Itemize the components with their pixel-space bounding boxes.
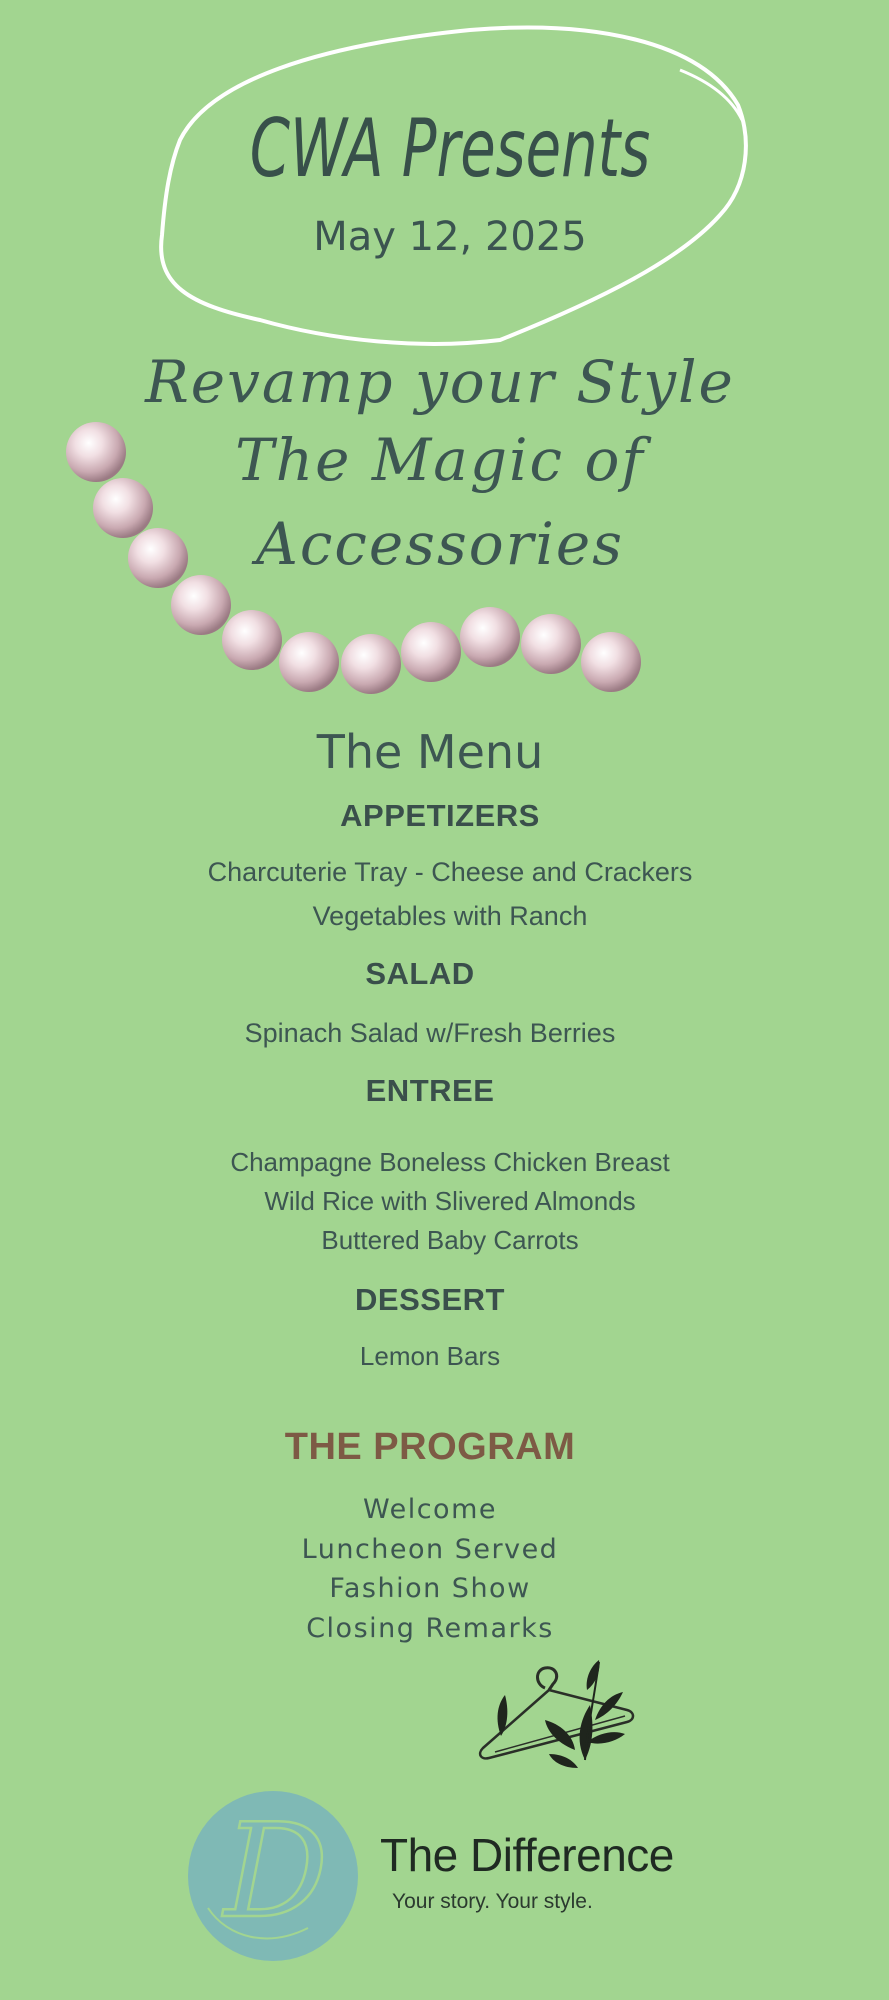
menu-item: Spinach Salad w/Fresh Berries — [244, 1018, 616, 1048]
menu-item: Vegetables with Ranch — [312, 901, 588, 931]
menu-item: Champagne Boneless Chicken Breast — [230, 1147, 670, 1177]
title-line-1: Revamp your Style — [145, 348, 735, 416]
brand-tagline: Your story. Your style. — [392, 1890, 593, 1913]
monogram-letter: D — [223, 1795, 329, 1947]
presenter-title: CWA Presents — [249, 102, 651, 195]
menu-item: Charcuterie Tray - Cheese and Crackers — [207, 857, 693, 887]
section-entree: ENTREE — [365, 1073, 495, 1108]
program-item: Closing Remarks — [306, 1613, 554, 1644]
program-item: Welcome — [362, 1494, 497, 1525]
menu-item: Buttered Baby Carrots — [321, 1225, 579, 1255]
title-line-2: The Magic of — [235, 426, 645, 494]
menu-item: Lemon Bars — [359, 1341, 501, 1371]
menu-item: Wild Rice with Slivered Almonds — [264, 1186, 636, 1216]
hanger-leaves-icon — [475, 1650, 645, 1780]
section-dessert: DESSERT — [355, 1282, 505, 1317]
program-item: Fashion Show — [329, 1573, 531, 1604]
brand-name: The Difference — [380, 1829, 674, 1881]
event-date: May 12, 2025 — [313, 214, 587, 260]
title-line-3: Accessories — [256, 510, 624, 578]
section-appetizers: APPETIZERS — [340, 798, 540, 833]
monogram-circle-icon — [188, 1788, 358, 1964]
menu-heading: The Menu — [316, 725, 544, 779]
program-item: Luncheon Served — [301, 1534, 559, 1565]
program-heading: THE PROGRAM — [284, 1426, 576, 1468]
section-salad: SALAD — [365, 956, 475, 991]
